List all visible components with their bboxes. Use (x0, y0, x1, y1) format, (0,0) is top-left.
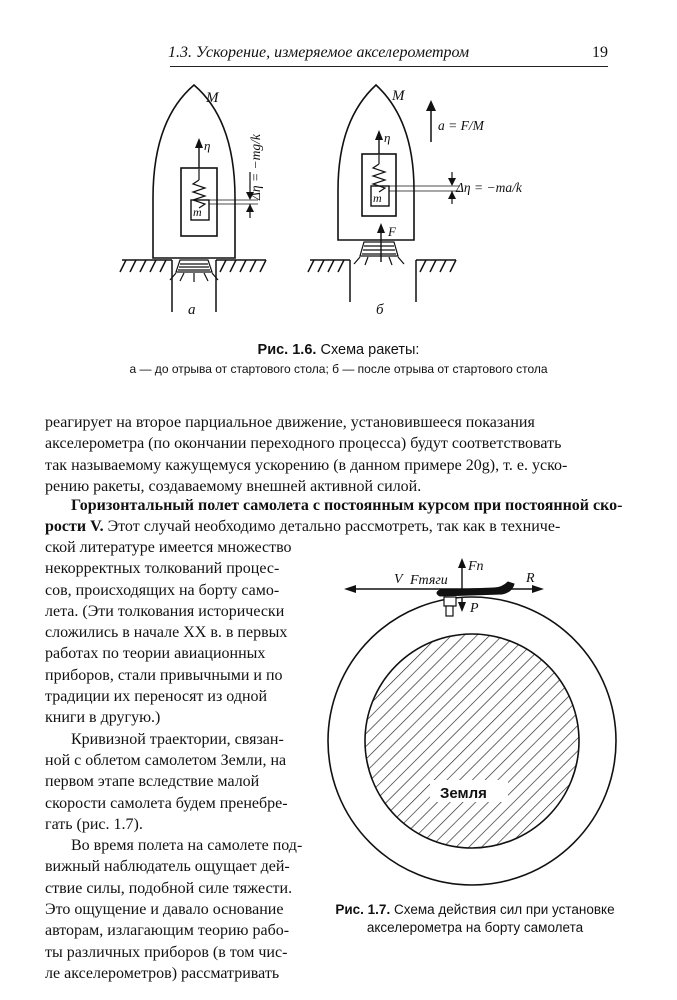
earth-circle (365, 634, 579, 848)
figure-1-6-sublabel-b: б (376, 302, 384, 318)
weight-arrow (458, 602, 466, 612)
label-R: R (526, 571, 535, 586)
column-line: вижный наблюдатель ощущает дей- (45, 858, 290, 876)
paragraph-2-text: Этот случай необходимо детально рассмотреть, так как в техниче- (103, 518, 561, 536)
column-line: ле акселерометров) рассматривать (45, 964, 280, 982)
rocket-b-launch-table (308, 260, 456, 302)
figure-1-6-rocket-diagram (100, 80, 560, 330)
header-title: 1.3. Ускорение, измеряемое акселерометром (168, 44, 470, 61)
paragraph-1-line: акселерометра (по окончании переходного процесса) будут соответствовать (45, 435, 562, 453)
figure-1-7-caption-prefix: Рис. 1.7. (335, 902, 391, 917)
figure-1-6-caption-prefix: Рис. 1.6. (257, 342, 317, 358)
column-line: некорректных толкований процес- (45, 560, 280, 578)
column-line: ной с облетом самолетом Земли, на (45, 751, 287, 769)
header-rule (170, 66, 608, 67)
rocket-b-label-m: m (373, 191, 382, 205)
column-line: гать (рис. 1.7). (45, 815, 143, 833)
rocket-b (308, 85, 523, 318)
drag-arrow (532, 585, 544, 593)
figure-1-7-earth-diagram (322, 548, 622, 893)
rocket-a-spring (193, 180, 205, 208)
paragraph-2 (45, 495, 635, 538)
rocket-a (120, 85, 266, 318)
figure-1-7-caption (325, 901, 625, 937)
column-line: Кривизной траектории, связан- (71, 730, 284, 748)
rocket-a-label-m: m (193, 205, 202, 219)
rocket-b-label-eta: η (384, 130, 391, 145)
paragraph-1-line: рению ракеты, создаваемому внешней активной силой. (45, 477, 422, 495)
label-V: V (394, 572, 403, 587)
label-F-lift: Fп (468, 559, 484, 574)
paragraph-1-line: реагирует на второе парциальное движение, установившееся показания (45, 414, 535, 431)
column-text (45, 537, 305, 984)
figure-1-7-caption-text: Схема действия сил при установке акселерометра на борту самолета (366, 902, 615, 935)
column-line: ской литературе имеется множество (45, 539, 292, 556)
column-line: первом этапе вследствие малой (45, 773, 260, 791)
paragraph-1 (45, 412, 635, 497)
rocket-a-delta-eta: Δη = −mg/k (248, 134, 263, 200)
velocity-arrow (344, 585, 356, 593)
column-line: сложились в начале XX в. в первых (45, 624, 288, 642)
column-line: скорости самолета будем пренебре- (45, 794, 288, 812)
running-header (168, 44, 608, 68)
column-line: авторам, излагающим теорию рабо- (45, 922, 290, 940)
column-line: работах по теории авиационных (45, 645, 266, 663)
column-line: сов, происходящих на борту само- (45, 581, 280, 599)
column-line: Это ощущение и давало основание (45, 901, 284, 919)
rocket-b-accel-label: a = F/M (438, 118, 484, 133)
figure-1-6-caption-sub: а — до отрыва от стартового стола; б — после отрыва от стартового стола (129, 362, 548, 376)
paragraph-1-line: так называемому кажущемуся ускорению (в данном примере 20g), т. е. уско- (45, 456, 568, 474)
earth-label: Земля (440, 785, 487, 802)
figure-1-6-sublabel-a: а (188, 302, 196, 318)
rocket-a-label-M: M (206, 90, 219, 106)
page-number: 19 (592, 44, 608, 61)
column-line: приборов, стали привычными и по (45, 666, 283, 684)
rocket-b-eta-arrow (375, 130, 383, 140)
lift-arrow (458, 558, 466, 568)
rocket-a-eta-arrow (195, 138, 203, 148)
rocket-b-exhaust (354, 242, 404, 265)
label-P: P (470, 601, 479, 616)
rocket-b-spring (373, 164, 385, 192)
rocket-a-exhaust (170, 260, 218, 282)
label-F-thrust: Fтяги (410, 573, 448, 588)
column-line: Во время полета на самолете под- (71, 837, 303, 855)
figure-1-6-caption-title: Схема ракеты: (320, 342, 420, 358)
rocket-a-body (153, 85, 235, 258)
rocket-b-label-F: F (388, 224, 396, 239)
column-line: лета. (Эти толкования исторически (45, 602, 285, 620)
rocket-b-delta-eta: Δη = −ma/k (456, 180, 522, 195)
column-line: книги в другую.) (45, 709, 161, 727)
paragraph-2-heading-end: рости V. (45, 518, 104, 536)
column-line: ты различных приборов (в том чис- (45, 943, 288, 961)
rocket-b-label-M: M (392, 88, 405, 104)
figure-1-6-caption (0, 342, 677, 358)
column-line: ствие силы, подобной силе тяжести. (45, 879, 293, 897)
rocket-a-label-eta: η (204, 138, 211, 153)
column-line: традиции их переносят из одной (45, 688, 268, 706)
paragraph-2-heading: Горизонтальный полет самолета с постоянным курсом при постоянной ско- (71, 497, 623, 514)
